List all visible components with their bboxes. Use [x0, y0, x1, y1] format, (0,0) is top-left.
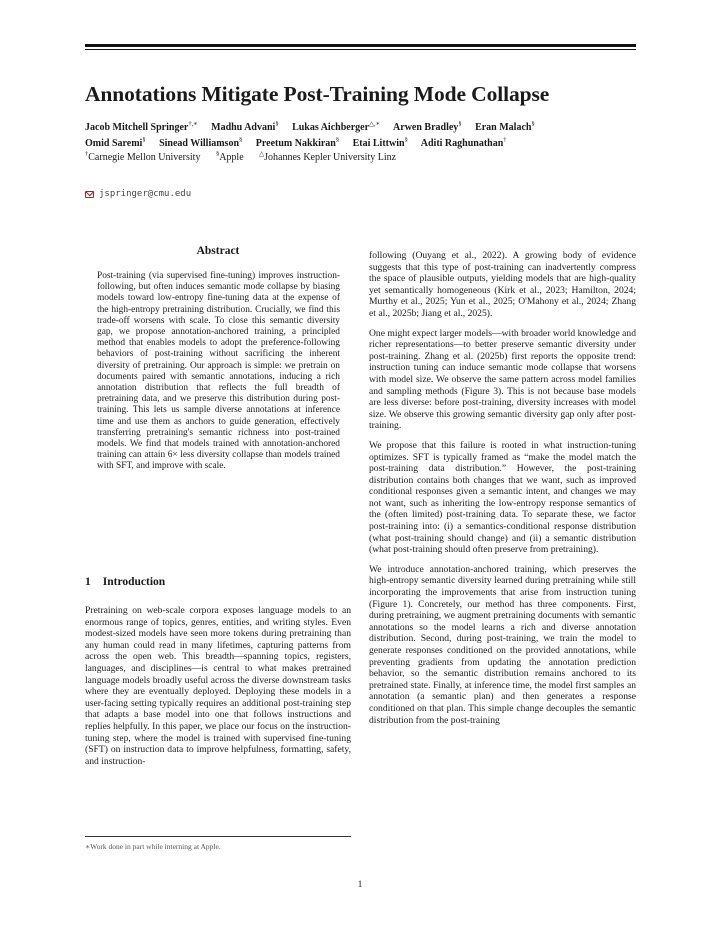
- author: Madhu Advani§: [211, 121, 279, 134]
- paragraph: One might expect larger models—with broader world knowledge and richer representations—to better preserve semantic diversity under post-training. Zhang et al. (2025b) first reports the opposite trend: instruction tuning can induce semantic mode collapse that worsens with model size. We observe the same pattern across model families and sampling methods (Figure 3). This is not because base models are less diverse: before post-training, diversity increases with model size. We observe this growing semantic diversity gap only after post-training.: [369, 327, 636, 432]
- contact-email[interactable]: [85, 189, 191, 199]
- affiliations: [85, 150, 409, 163]
- affiliation: †Carnegie Mellon University: [85, 151, 201, 164]
- author: Sinead Williamson§: [159, 136, 243, 150]
- paper-title: Annotations Mitigate Post-Training Mode Collapse: [85, 82, 550, 106]
- affiliation: §Apple: [215, 151, 244, 164]
- arxiv-stamp: [0, 0, 70, 932]
- section-heading: 1 Introduction: [85, 576, 166, 588]
- intro-paragraph: Pretraining on web-scale corpora exposes language models to an enormous range of topics, genres, entities, and writing styles. Even modest-sized models have seen more tokens during pretraining than any human could read in many lifetimes, capturing patterns from across the open web. This breadth—spanning topics, registers, languages, and disciplines—is central to what makes pretrained language models broadly useful across the diverse downstream tasks where they are eventually deployed. Deploying these models in a user-facing setting typically requires an additional post-training step that adapts a base model into one that follows instructions and replies helpfully. In this paper, we place our focus on the instruction-tuning step, where the model is trained with supervised fine-tuning (SFT) on instruction data to improve helpfulness, formatting, safety, and instruction-: [85, 605, 351, 767]
- author: Arwen Bradley§: [393, 121, 462, 134]
- footnote-rule: [85, 836, 351, 837]
- envelope-icon: [85, 191, 94, 198]
- top-rule-thin: [85, 49, 636, 50]
- paragraph: We introduce annotation-anchored training, which preserves the high-entropy semantic diversity learned during pretraining while still incorporating the improvements that arise from instruction tuning (Figure 1). Concretely, our method has three components. First, during pretraining, we augment pretraining documents with semantic annotations so the model learns a rich and diverse annotation distribution. Second, during post-training, we train the model to generate responses conditioned on the provided annotations, while preventing gradients from updating the annotation prediction behavior, so the semantic distribution remains anchored to its pretrained state. Finally, at inference time, the model first samples an annotation (a semantic plan) and then generates a response conditioned on that plan. This simple change decouples the semantic distribution from the post-training: [369, 563, 636, 726]
- page-number: 1: [357, 880, 363, 890]
- author: Etai Littwin§: [352, 136, 408, 150]
- right-column: [369, 250, 636, 734]
- author: Aditi Raghunathan†: [420, 136, 507, 150]
- author: Lukas Aichberger△,∗: [292, 121, 381, 134]
- paragraph: following (Ouyang et al., 2022). A growing body of evidence suggests that this type of post-training can inadvertently compress the space of plausible outputs, yielding models that are high-quality yet semantically homogeneous (Kirk et al., 2023; Hamilton, 2024; Murthy et al., 2025; Yun et al., 2025; O'Mahony et al., 2024; Zhang et al., 2025b; Jiang et al., 2025).: [369, 250, 636, 319]
- top-rule: [85, 44, 636, 47]
- author: Eran Malach§: [475, 121, 535, 134]
- paragraph: We propose that this failure is rooted in what instruction-tuning optimizes. SFT is typically framed as “make the model match the post-training data distribution.” However, the post-training distribution contains both changes that we want, such as improved conditional responses given a semantic intent, and changes we may not want, such as inheriting the low-entropy response semantics of the (often limited) post-training data. To separate these, we factor post-training into: (i) a semantics-conditional response distribution (what post-training should change) and (ii) a semantic distribution (what post-training should often preserve from pretraining).: [369, 439, 636, 556]
- author-list: [85, 119, 645, 151]
- author: Omid Saremi§: [85, 136, 146, 150]
- footnote: ∗Work done in part while interning at Apple.: [85, 842, 221, 851]
- affiliation: △Johannes Kepler University Linz: [259, 151, 397, 164]
- author: Preetum Nakkiran§: [255, 136, 340, 150]
- email-address[interactable]: jspringer@cmu.edu: [99, 189, 192, 199]
- author: Jacob Mitchell Springer†,∗: [85, 121, 198, 134]
- abstract-heading: Abstract: [196, 245, 240, 257]
- abstract-body: Post-training (via supervised fine-tuning) improves instruction-following, but often induces semantic mode collapse by biasing models toward low-entropy fine-tuning data at the expense of the high-entropy pretraining distribution. Crucially, we find this trade-off worsens with scale. To close this semantic diversity gap, we propose annotation-anchored training, a principled method that enables models to adopt the preference-following behaviors of post-training without sacrificing the inherent diversity of pretraining. Our approach is simple: we pretrain on documents paired with semantic annotations, inducing a rich annotation distribution that reflects the full breadth of pretraining data, and we preserve this distribution during post-training. This lets us sample diverse annotations at inference time and use them as anchors to guide generation, effectively transferring pretraining's semantic richness into post-trained models. We find that models trained with annotation-anchored training can attain 6× less diversity collapse than models trained with SFT, and improve with scale.: [97, 271, 340, 472]
